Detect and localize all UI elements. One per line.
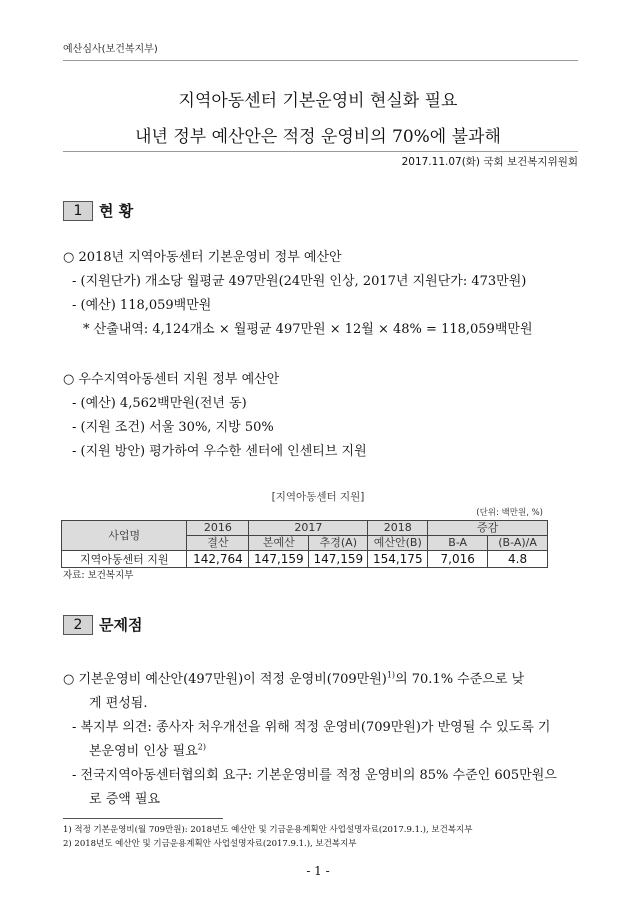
footnote-divider (63, 818, 223, 819)
footnote: 2) 2018년도 예산안 및 기금운용계획안 사업설명자료(2017.9.1.), 보건복지부 (63, 839, 357, 849)
text: ○ 기본운영비 예산안(497만원)이 적정 운영비(709만원) (63, 672, 387, 687)
budget-table (61, 520, 548, 568)
sub-bullet: - 복지부 의견: 종사자 처우개선을 위해 적정 운영비(709만원)가 반영될 수 있도록 기 (72, 720, 551, 735)
table-unit: (단위: 백만원, %) (476, 508, 543, 518)
sub-bullet: - (지원 방안) 평가하여 우수한 센터에 인센티브 지원 (72, 444, 367, 459)
header-main-budget: 본예산 (249, 536, 309, 551)
cell: 147,159 (309, 551, 368, 568)
header-ratio: (B-A)/A (488, 536, 548, 551)
cell: 142,764 (187, 551, 249, 568)
footnote: 1) 적정 기본운영비(월 709만원): 2018년도 예산안 및 기금운용계획안 사업설명자료(2017.9.1.), 보건복지부 (63, 825, 473, 835)
header-name: 사업명 (62, 521, 187, 551)
bullet (63, 668, 524, 687)
cell: 7,016 (428, 551, 488, 568)
cell: 4.8 (488, 551, 548, 568)
divider (63, 151, 578, 152)
text: 의 70.1% 수준으로 낮 (395, 672, 525, 687)
header-supp: 추경(A) (309, 536, 368, 551)
section-number: 2 (63, 615, 93, 635)
sub-bullet: - 전국지역아동센터협의회 요구: 기본운영비를 적정 운영비의 85% 수준인 605만원으 (72, 768, 557, 783)
table-row (62, 551, 548, 568)
header-2016: 2016 (187, 521, 249, 536)
header-change: 증감 (428, 521, 548, 536)
cell: 154,175 (368, 551, 428, 568)
section-heading-2 (63, 614, 142, 635)
section-number: 1 (63, 201, 93, 221)
cell: 지역아동센터 지원 (62, 551, 187, 568)
header-diff: B-A (428, 536, 488, 551)
cell: 147,159 (249, 551, 309, 568)
section-heading-1 (63, 200, 133, 221)
note: * 산출내역: 4,124개소 × 월평균 497만원 × 12월 × 48% = 118,059백만원 (83, 322, 533, 337)
header-2018: 2018 (368, 521, 428, 536)
table-source: 자료: 보건복지부 (63, 570, 134, 581)
footnote-ref[interactable]: 1) (386, 670, 396, 680)
header-settle: 결산 (187, 536, 249, 551)
header-proposal: 예산안(B) (368, 536, 428, 551)
title-line-2: 내년 정부 예산안은 적정 운영비의 70%에 불과해 (135, 127, 501, 147)
bullet-continued: 게 편성됨. (89, 696, 148, 711)
divider (63, 60, 578, 61)
bullet: ○ 2018년 지역아동센터 기본운영비 정부 예산안 (63, 250, 342, 265)
sub-bullet: - (예산) 118,059백만원 (72, 298, 212, 313)
footnote-ref[interactable]: 2) (197, 742, 206, 752)
text: 본운영비 인상 필요 (89, 744, 198, 759)
date-committee: 2017.11.07(화) 국회 보건복지위원회 (401, 156, 578, 168)
sub-bullet: - (예산) 4,562백만원(전년 동) (72, 396, 247, 411)
sub-bullet-continued (89, 740, 206, 759)
bullet: ○ 우수지역아동센터 지원 정부 예산안 (63, 372, 280, 387)
section-title: 현 황 (99, 202, 134, 220)
header-2017: 2017 (249, 521, 368, 536)
sub-bullet-continued: 로 증액 필요 (89, 792, 161, 807)
sub-bullet: - (지원단가) 개소당 월평균 497만원(24만원 인상, 2017년 지원단가: 473만원) (72, 274, 527, 289)
running-header: 예산심사(보건복지부) (63, 44, 158, 55)
title-line-1: 지역아동센터 기본운영비 현실화 필요 (178, 91, 458, 111)
page-number: - 1 - (306, 864, 330, 878)
section-title: 문제점 (99, 616, 143, 634)
table-caption: [지역아동센터 지원] (271, 491, 365, 503)
sub-bullet: - (지원 조건) 서울 30%, 지방 50% (72, 420, 274, 435)
